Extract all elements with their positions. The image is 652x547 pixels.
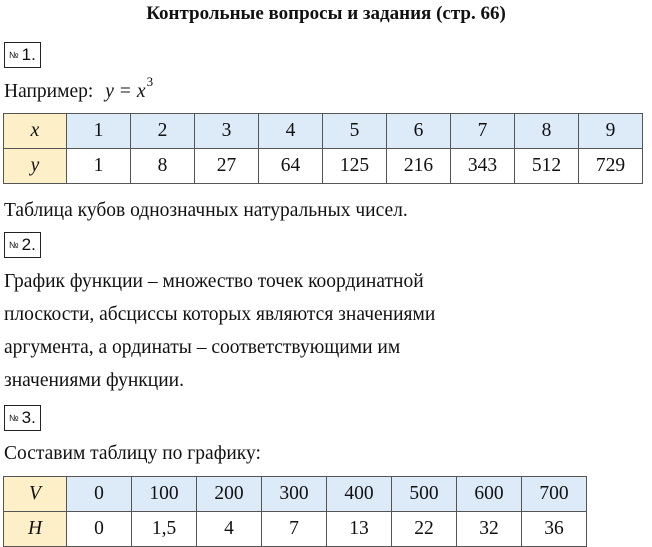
table-cell: 4 [197, 512, 262, 547]
formula-exponent: 3 [146, 74, 154, 89]
paragraph-line: График функции – множество точек координатной [4, 271, 424, 292]
table-cell: 4 [259, 114, 323, 149]
row-header: H [4, 512, 67, 547]
table-cell: 8 [131, 149, 195, 184]
task-number: 2. [21, 235, 36, 254]
formula-lhs: y [105, 81, 114, 102]
table-cell: 27 [195, 149, 259, 184]
table-cell: 64 [259, 149, 323, 184]
table-cell: 400 [327, 477, 392, 512]
table-cell: 200 [197, 477, 262, 512]
number-sign: № [9, 413, 19, 423]
table-cell: 700 [522, 477, 587, 512]
number-sign: № [9, 240, 19, 250]
table-cell: 8 [515, 114, 579, 149]
example-label: Например: [4, 81, 94, 102]
table-cell: 300 [262, 477, 327, 512]
paragraph-line: плоскости, абсциссы которых являются значениями [4, 304, 436, 325]
table-cell: 1 [67, 114, 131, 149]
paragraph-line: аргумента, а ординаты – соответствующими им [4, 337, 401, 358]
table-cell: 0 [67, 477, 132, 512]
example-line [4, 74, 154, 104]
formula-base: x [136, 81, 146, 102]
table-cell: 729 [579, 149, 643, 184]
graph-table [3, 476, 587, 547]
table-cell: 7 [262, 512, 327, 547]
task-number-badge [4, 42, 41, 68]
table-cell: 216 [387, 149, 451, 184]
intro-line: Составим таблицу по графику: [4, 443, 261, 464]
row-header: y [4, 149, 67, 184]
table-cell: 32 [457, 512, 522, 547]
table-cell: 7 [451, 114, 515, 149]
table-cell: 1,5 [132, 512, 197, 547]
cubes-table [3, 113, 643, 184]
caption: Таблица кубов однозначных натуральных чисел. [4, 200, 408, 221]
table-cell: 5 [323, 114, 387, 149]
task-number-badge [4, 232, 41, 258]
task-number: 1. [21, 45, 36, 64]
table-cell: 1 [67, 149, 131, 184]
table-cell: 600 [457, 477, 522, 512]
number-sign: № [9, 50, 19, 60]
table-cell: 125 [323, 149, 387, 184]
table-cell: 0 [67, 512, 132, 547]
table-cell: 500 [392, 477, 457, 512]
task-number-badge [4, 405, 41, 431]
table-cell: 22 [392, 512, 457, 547]
table-cell: 2 [131, 114, 195, 149]
row-header: V [4, 477, 67, 512]
formula-eq: = [119, 81, 131, 102]
page-title: Контрольные вопросы и задания (стр. 66) [146, 3, 506, 24]
table-cell: 343 [451, 149, 515, 184]
table-cell: 512 [515, 149, 579, 184]
table-cell: 13 [327, 512, 392, 547]
row-header: x [4, 114, 67, 149]
table-cell: 100 [132, 477, 197, 512]
task-number: 3. [21, 408, 36, 427]
table-cell: 9 [579, 114, 643, 149]
table-cell: 6 [387, 114, 451, 149]
table-cell: 36 [522, 512, 587, 547]
table-cell: 3 [195, 114, 259, 149]
paragraph-line: значениями функции. [4, 370, 184, 391]
